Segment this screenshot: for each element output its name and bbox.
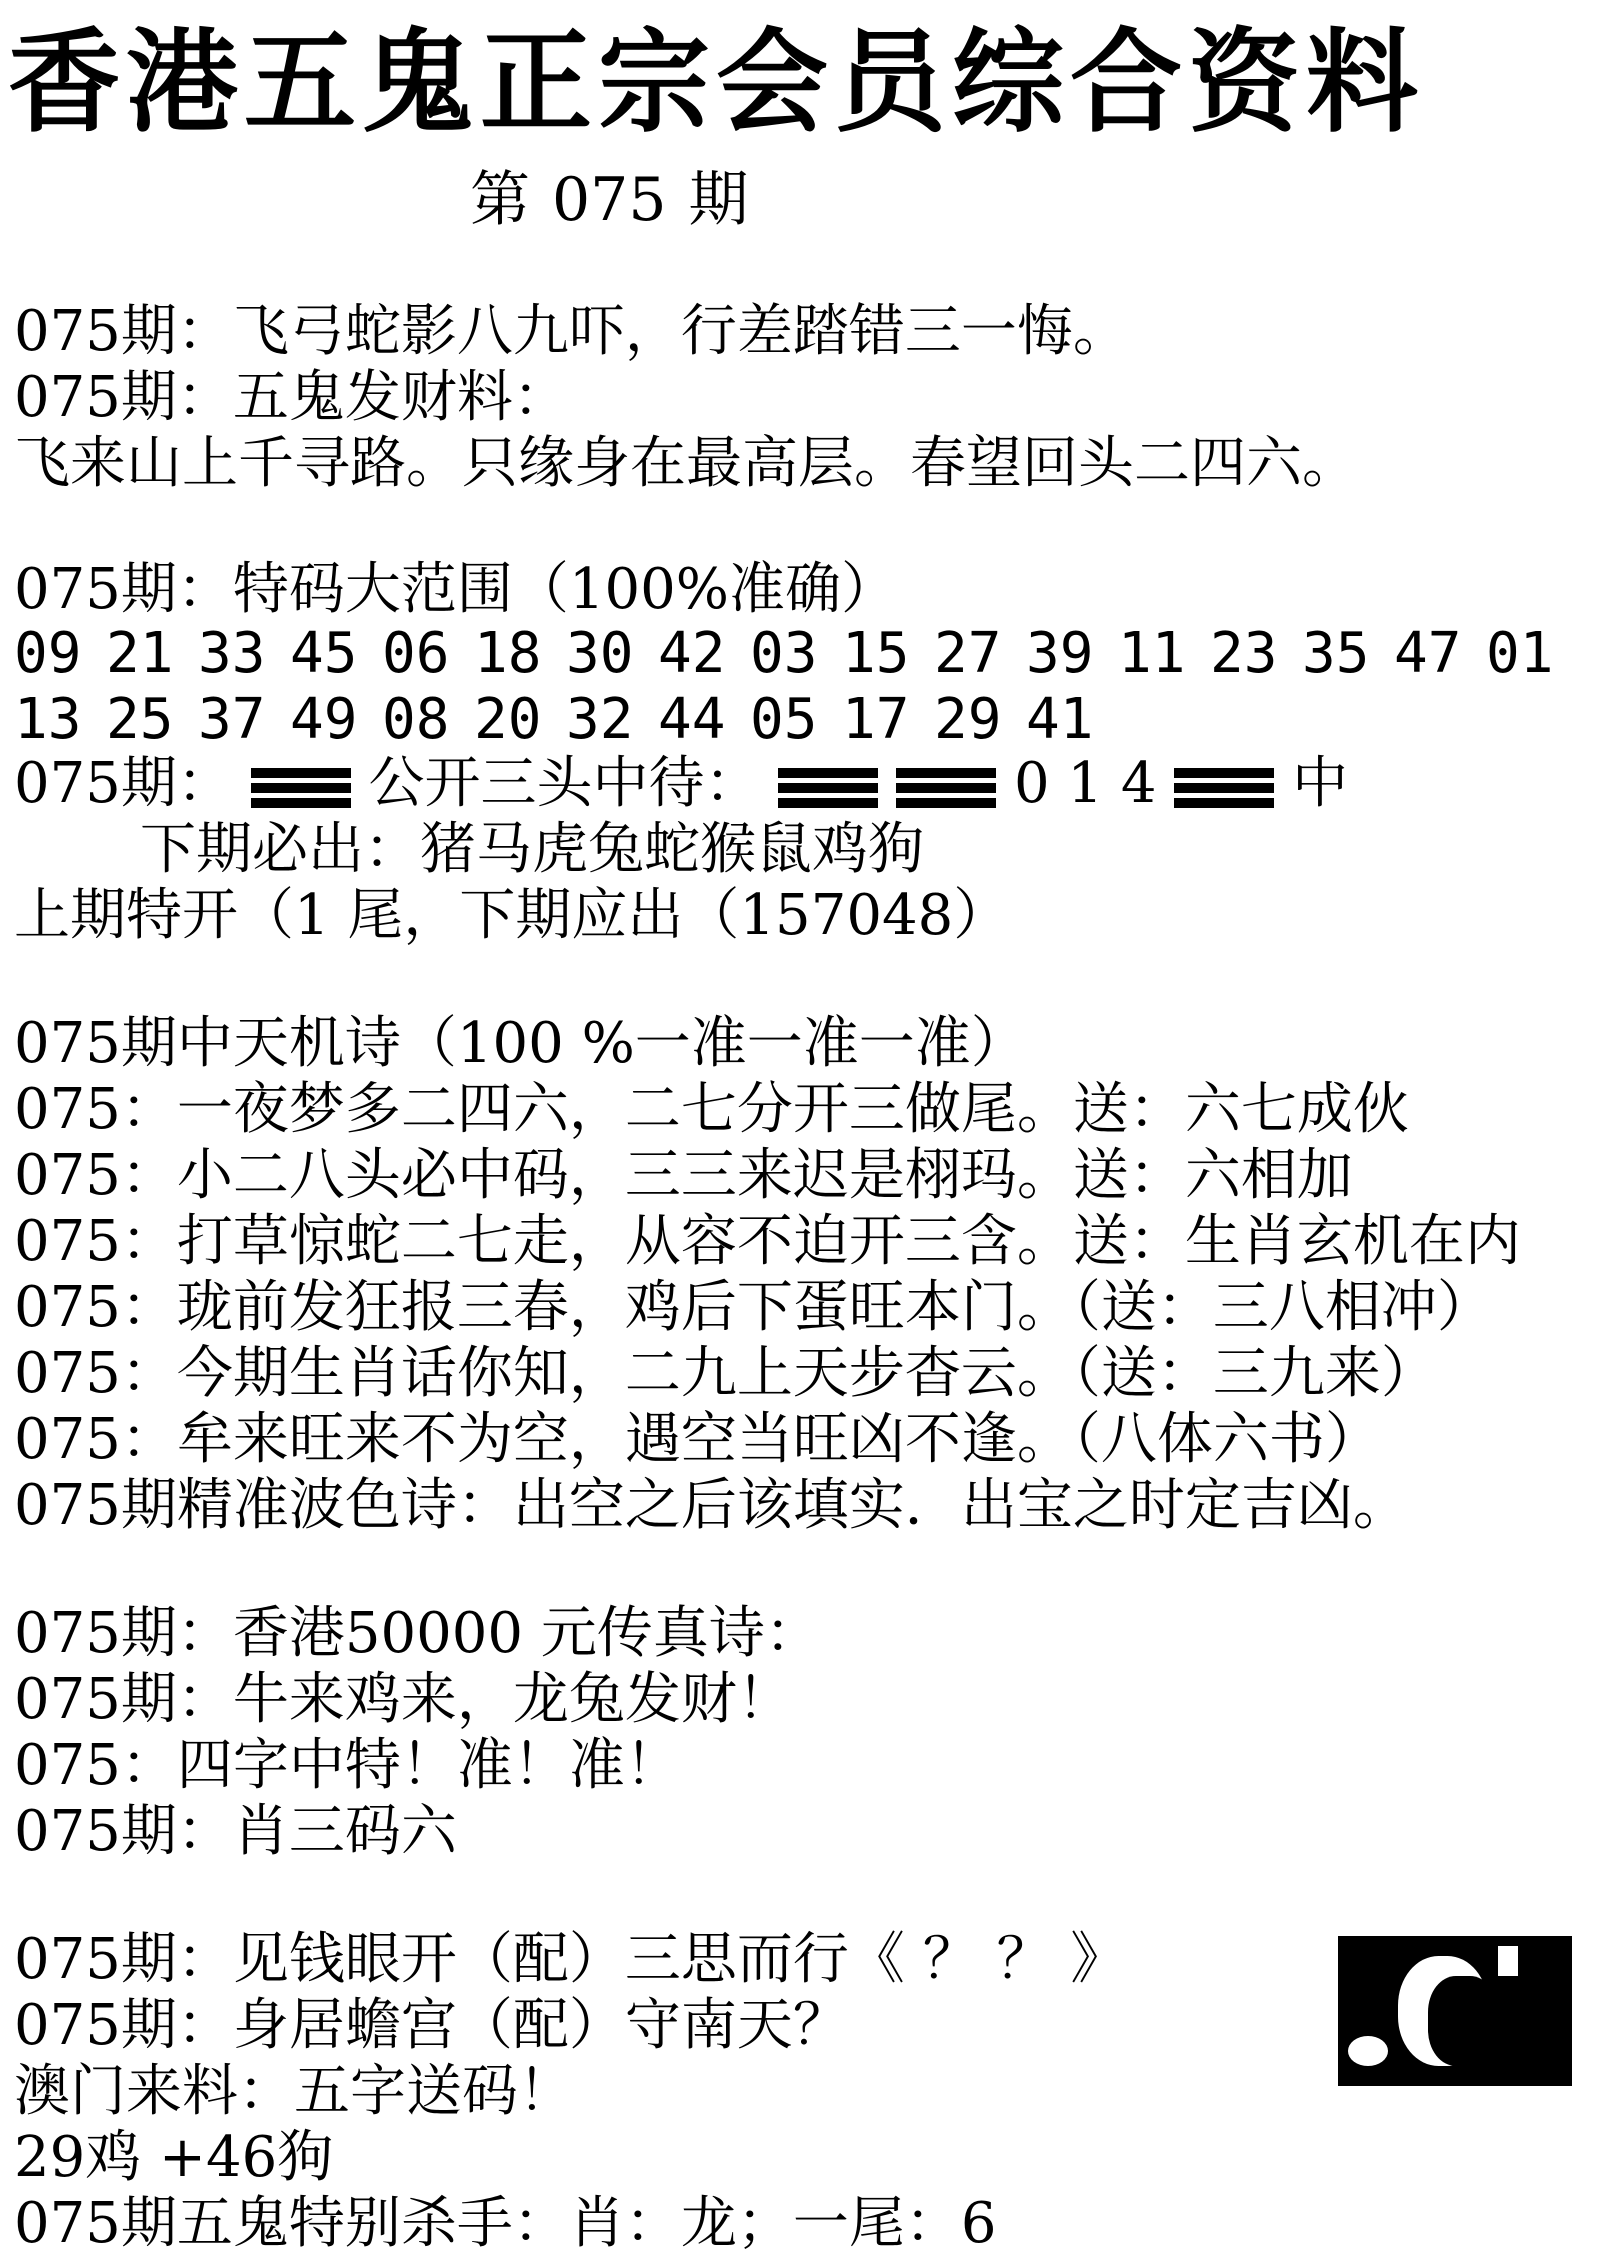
poem-line: 075：今期生肖话你知，二九上天步杳云。（送：三九来）	[14, 1341, 1437, 1406]
number-cell: 11	[1118, 621, 1186, 686]
number-cell: 44	[658, 687, 726, 752]
number-cell: 09	[14, 621, 82, 686]
tail-line: 上期特开（1 尾，下期应出（157048）	[14, 883, 1010, 948]
number-cell: 49	[290, 687, 358, 752]
final-line: 075期：身居蟾宫（配）守南天？	[14, 1993, 849, 2058]
final-line: 075期五鬼特别杀手：肖：龙；一尾：6	[14, 2191, 997, 2256]
poem-line: 075期中天机诗（100 %一准一准一准）	[14, 1011, 1027, 1076]
next-must: 下期必出：猪马虎兔蛇猴鼠鸡狗	[140, 817, 924, 882]
redaction-block	[896, 768, 996, 808]
issue-value: 075	[552, 165, 667, 235]
poem-line: 075：珑前发狂报三春，鸡后下蛋旺本门。（送：三八相冲）	[14, 1275, 1493, 1340]
number-cell: 47	[1394, 621, 1462, 686]
final-line: 澳门来料：五字送码！	[14, 2059, 574, 2124]
number-cell: 15	[842, 621, 910, 686]
poem-line: 075：小二八头必中码，三三来迟是栩玛。送：六相加	[14, 1143, 1353, 1208]
fax-line: 075：四字中特！准！准！	[14, 1733, 681, 1798]
number-cell: 25	[106, 687, 174, 752]
number-cell: 17	[842, 687, 910, 752]
numbers-row-1	[14, 622, 1578, 686]
fax-line: 075期：肖三码六	[14, 1799, 457, 1864]
number-cell: 05	[750, 687, 818, 752]
final-line: 29鸡 +46狗	[14, 2125, 334, 2190]
number-cell: 41	[1026, 687, 1094, 752]
number-cell: 21	[106, 621, 174, 686]
issue-suffix: 期	[688, 165, 749, 235]
redaction-block	[778, 768, 878, 808]
number-cell: 33	[198, 621, 266, 686]
number-cell: 18	[474, 621, 542, 686]
number-cell: 23	[1210, 621, 1278, 686]
text-line: 075期：五鬼发财料：	[14, 365, 569, 430]
number-cell: 37	[198, 687, 266, 752]
final-line: 075期：见钱眼开（配）三思而行《 ？ ？ 》	[14, 1927, 1127, 1992]
number-cell: 20	[474, 687, 542, 752]
number-cell: 30	[566, 621, 634, 686]
number-cell: 27	[934, 621, 1002, 686]
poem-line: 075期精准波色诗：出空之后该填实．出宝之时定吉凶。	[14, 1473, 1409, 1538]
number-cell: 08	[382, 687, 450, 752]
number-cell: 42	[658, 621, 726, 686]
redaction-block	[251, 768, 351, 808]
poem-line: 075：牟来旺来不为空，遇空当旺凶不逢。（八体六书）	[14, 1407, 1381, 1472]
text-line: 075期：飞弓蛇影八九吓，行差踏错三一悔。	[14, 299, 1129, 364]
fax-line: 075期：香港50000 元传真诗：	[14, 1601, 821, 1666]
numbers-row-2	[14, 688, 1118, 752]
head-suffix: 中	[1292, 751, 1349, 816]
photo-image	[1338, 1936, 1572, 2086]
head-mid: 公开三头中待：	[368, 751, 761, 816]
text-line: 飞来山上千寻路。只缘身在最高层。春望回头二四六。	[14, 431, 1358, 496]
issue-number	[470, 165, 771, 235]
redaction-block	[1174, 768, 1274, 808]
number-cell: 01	[1486, 621, 1554, 686]
head-prefix: 075期：	[14, 751, 233, 816]
head-line	[14, 752, 1348, 816]
number-cell: 32	[566, 687, 634, 752]
number-cell: 35	[1302, 621, 1370, 686]
number-cell: 03	[750, 621, 818, 686]
poem-line: 075：打草惊蛇二七走，从容不迫开三含。送：生肖玄机在内	[14, 1209, 1521, 1274]
number-cell: 13	[14, 687, 82, 752]
fax-line: 075期：牛来鸡来，龙兔发财！	[14, 1667, 793, 1732]
number-cell: 29	[934, 687, 1002, 752]
range-title: 075期：特码大范围（100%准确）	[14, 557, 897, 622]
number-cell: 06	[382, 621, 450, 686]
number-cell: 39	[1026, 621, 1094, 686]
head-digits: 0 1 4	[1013, 751, 1157, 816]
page-title: 香港五鬼正宗会员综合资料	[8, 18, 1424, 148]
issue-prefix: 第	[470, 165, 530, 235]
number-cell: 45	[290, 621, 358, 686]
poem-line: 075：一夜梦多二四六，二七分开三做尾。送：六七成伙	[14, 1077, 1409, 1142]
